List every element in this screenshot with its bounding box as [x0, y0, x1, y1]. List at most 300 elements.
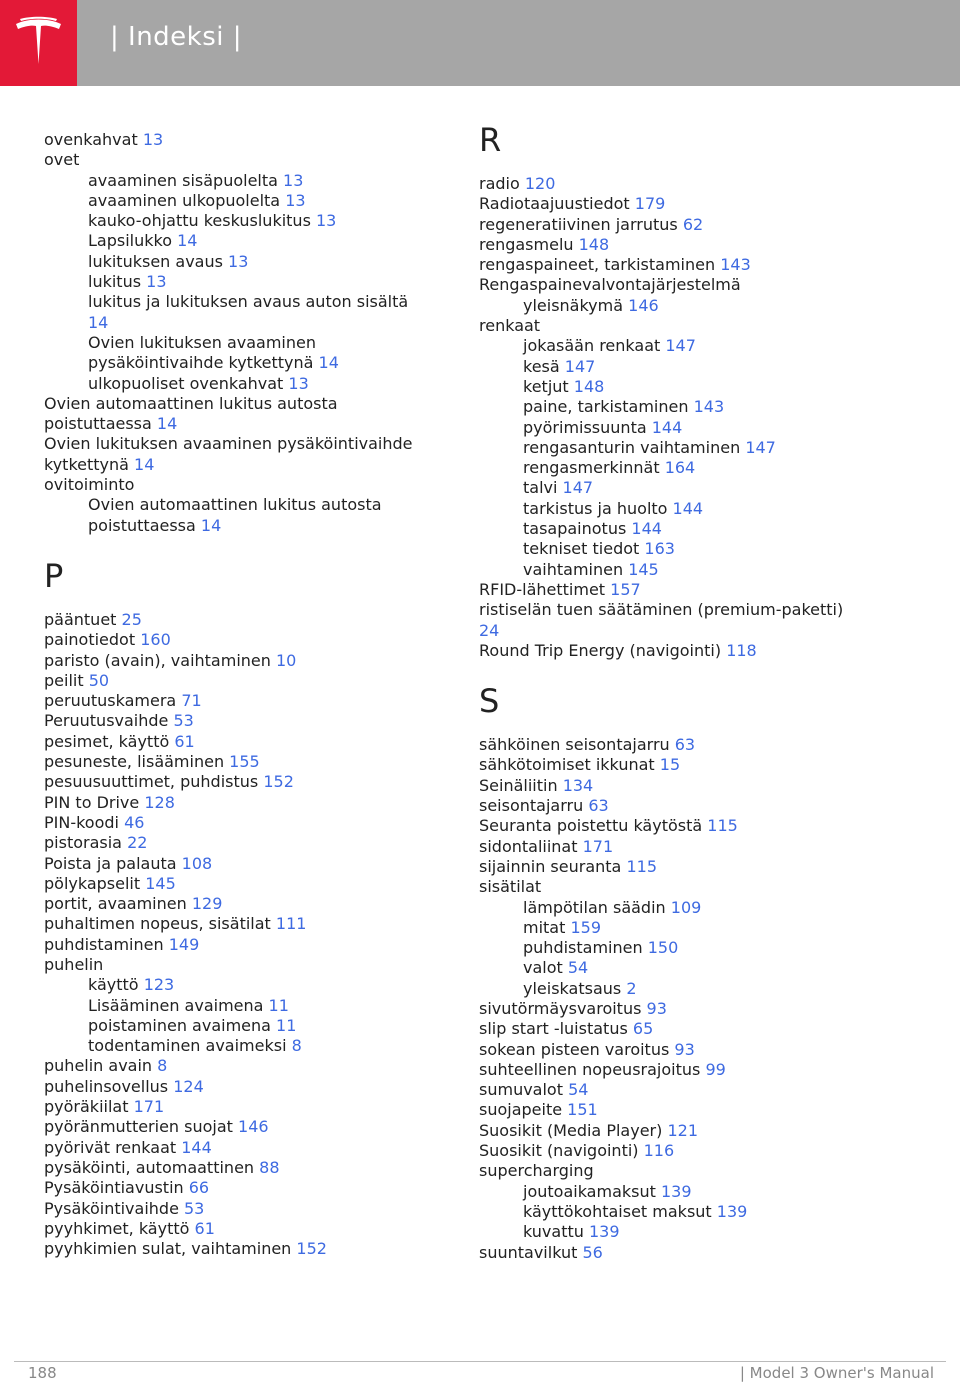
index-subentry	[479, 478, 909, 498]
entry-term: Radiotaajuustiedot	[479, 194, 630, 214]
index-entry	[44, 793, 474, 813]
index-subentry	[479, 438, 909, 458]
index-subentry	[44, 313, 474, 333]
entry-term: avaaminen ulkopuolelta	[88, 190, 281, 210]
index-entry	[44, 813, 474, 833]
page-link[interactable]: 62	[682, 214, 704, 234]
index-entry	[479, 641, 909, 661]
section-letter: P	[44, 556, 64, 595]
page-link[interactable]: 147	[562, 478, 594, 498]
entry-term: sidontaliinat	[479, 836, 578, 856]
entry-term: slip start -luistatus	[479, 1019, 628, 1039]
page-link[interactable]: 145	[145, 873, 176, 893]
page-link[interactable]: 109	[670, 897, 702, 917]
index-entry	[44, 475, 474, 495]
entry-term: Suosikit (navigointi)	[479, 1141, 639, 1161]
entry-term: ketjut	[523, 376, 569, 396]
entry-term: painotiedot	[44, 630, 136, 650]
index-entry	[44, 130, 474, 150]
entry-term: rengasanturin vaihtaminen	[523, 437, 741, 457]
index-subentry	[479, 918, 909, 938]
entry-term: ovitoiminto	[44, 475, 135, 495]
index-entry	[479, 816, 909, 836]
entry-term: pyöräkiilat	[44, 1097, 129, 1117]
index-entry	[44, 455, 474, 475]
index-entry	[479, 755, 909, 775]
page-link[interactable]: 61	[194, 1218, 215, 1238]
entry-term: ovet	[44, 150, 80, 170]
page-link[interactable]: 134	[562, 775, 594, 795]
entry-term: RFID-lähettimet	[479, 579, 606, 599]
page-link[interactable]: 108	[181, 853, 213, 873]
page-link[interactable]: 121	[667, 1120, 698, 1140]
entry-term: Suosikit (Media Player)	[479, 1120, 663, 1140]
page-link[interactable]: 65	[632, 1019, 654, 1039]
page-link[interactable]: 53	[173, 711, 194, 731]
entry-term: puhaltimen nopeus, sisätilat	[44, 914, 271, 934]
entry-term: vaihtaminen	[523, 559, 624, 579]
entry-term: sivutörmäysvaroitus	[479, 998, 642, 1018]
index-entry	[479, 174, 909, 194]
index-subentry	[479, 1222, 909, 1242]
page-link[interactable]: 8	[291, 1036, 302, 1056]
entry-term: Round Trip Energy (navigointi)	[479, 640, 722, 660]
entry-term: PIN-koodi	[44, 812, 119, 832]
entry-term: pyyhkimien sulat, vaihtaminen	[44, 1239, 292, 1259]
page-link[interactable]: 93	[674, 1039, 695, 1059]
index-entry	[44, 1199, 474, 1219]
entry-term: pyörimissuunta	[523, 417, 647, 437]
page-link[interactable]: 115	[626, 856, 657, 876]
page-link[interactable]: 139	[660, 1181, 692, 1201]
index-subentry	[479, 958, 909, 978]
page-link[interactable]: 116	[643, 1141, 675, 1161]
page-link[interactable]: 63	[674, 735, 696, 755]
entry-term: supercharging	[479, 1161, 594, 1181]
page-link[interactable]: 11	[276, 1015, 297, 1035]
page-link[interactable]: 53	[184, 1198, 205, 1218]
page-link[interactable]: 144	[651, 417, 683, 437]
index-subentry	[44, 292, 474, 312]
entry-term: pesuneste, lisääminen	[44, 752, 225, 772]
page-link[interactable]: 14	[177, 231, 198, 251]
index-subentry	[479, 499, 909, 519]
page-link[interactable]: 123	[143, 975, 175, 995]
index-column-right	[479, 120, 909, 1263]
page-link[interactable]: 56	[582, 1242, 603, 1262]
page-link[interactable]: 147	[745, 437, 776, 457]
page-link[interactable]: 10	[275, 650, 297, 670]
page-link[interactable]: 157	[610, 579, 641, 599]
entry-term: sisätilat	[479, 877, 542, 897]
index-entry	[479, 580, 909, 600]
page-link[interactable]: 149	[168, 934, 200, 954]
entry-term: regeneratiivinen jarrutus	[479, 214, 678, 234]
page-link[interactable]: 152	[263, 772, 294, 792]
index-entry	[44, 1077, 474, 1097]
page-link[interactable]: 150	[647, 938, 679, 958]
index-subentry	[479, 898, 909, 918]
page-link[interactable]: 120	[524, 174, 556, 193]
entry-term: kuvattu	[523, 1222, 584, 1242]
index-subentry	[44, 191, 474, 211]
page-link[interactable]: 54	[567, 958, 589, 978]
page-header	[0, 0, 960, 86]
index-subentry	[479, 979, 909, 999]
index-entry	[479, 255, 909, 275]
entry-term: pyyhkimet, käyttö	[44, 1218, 190, 1238]
page-link[interactable]: 143	[693, 397, 725, 417]
index-entry	[44, 833, 474, 853]
entry-term: puhelin	[44, 954, 104, 974]
entry-term: puhdistaminen	[523, 938, 643, 958]
index-entry	[479, 1243, 909, 1263]
entry-term: pölykapselit	[44, 873, 141, 893]
page-link[interactable]: 54	[568, 1080, 589, 1100]
index-entry	[44, 651, 474, 671]
index-entry	[479, 194, 909, 214]
index-subentry	[479, 377, 909, 397]
index-subentry	[479, 458, 909, 478]
entry-term: ristiselän tuen säätäminen (premium-paketti)	[479, 600, 844, 620]
index-entry	[479, 215, 909, 235]
entry-term: Seuranta poistettu käytöstä	[479, 816, 703, 836]
index-entry	[479, 1161, 909, 1181]
page-link[interactable]: 71	[181, 691, 202, 711]
index-subentry	[44, 211, 474, 231]
entry-term: avaaminen sisäpuolelta	[88, 170, 278, 190]
page-link[interactable]: 147	[564, 356, 596, 376]
page-link[interactable]: 13	[142, 130, 164, 149]
index-entry	[44, 691, 474, 711]
index-entry	[44, 630, 474, 650]
index-entry	[479, 621, 909, 641]
page-link[interactable]: 115	[707, 816, 738, 836]
index-subentry	[479, 1182, 909, 1202]
entry-term: suojapeite	[479, 1100, 563, 1120]
entry-term: todentaminen avaimeksi	[88, 1036, 287, 1056]
page-link[interactable]: 24	[479, 620, 500, 640]
index-entry	[479, 877, 909, 897]
entry-term: pääntuet	[44, 609, 117, 629]
page-link[interactable]: 124	[173, 1076, 204, 1096]
index-entry	[44, 894, 474, 914]
index-entry	[44, 1178, 474, 1198]
page-link[interactable]: 159	[570, 917, 602, 937]
entry-term: tasapainotus	[523, 519, 627, 539]
index-entry	[479, 1040, 909, 1060]
page-link[interactable]: 118	[726, 640, 757, 660]
page-title: | Indeksi |	[110, 22, 243, 52]
index-subentry	[44, 975, 474, 995]
entry-term: portit, avaaminen	[44, 894, 187, 914]
index-entry	[44, 752, 474, 772]
page-link[interactable]: 14	[134, 454, 155, 474]
page-link[interactable]: 144	[181, 1137, 212, 1157]
page-link[interactable]: 148	[573, 376, 605, 396]
page-link[interactable]: 13	[316, 211, 337, 231]
section-letter: R	[479, 121, 502, 159]
index-entry	[479, 600, 909, 620]
index-entry	[479, 735, 909, 755]
entry-term: lukitus ja lukituksen avaus auton sisältä	[88, 292, 409, 312]
page-link[interactable]: 143	[720, 255, 751, 275]
entry-term: renkaat	[479, 316, 541, 336]
index-subentry	[479, 296, 909, 316]
index-entry	[479, 275, 909, 295]
page-link[interactable]: 129	[191, 894, 223, 914]
entry-term: rengasmelu	[479, 234, 574, 254]
index-subentry	[479, 397, 909, 417]
page-link[interactable]: 22	[127, 833, 148, 853]
entry-term: yleiskatsaus	[523, 978, 622, 998]
entry-term: paine, tarkistaminen	[523, 397, 689, 417]
entry-term: pyörivät renkaat	[44, 1137, 177, 1157]
index-entry	[479, 235, 909, 255]
entry-term: radio	[479, 174, 520, 193]
index-entry	[479, 1121, 909, 1141]
page-link[interactable]: 179	[634, 194, 666, 214]
entry-term: kesä	[523, 356, 560, 376]
index-subentry	[44, 333, 474, 353]
page-link[interactable]: 13	[146, 272, 167, 292]
page-link[interactable]: 171	[133, 1097, 165, 1117]
entry-term: ovenkahvat	[44, 130, 138, 149]
entry-term: Seinäliitin	[479, 775, 558, 795]
entry-term: Pysäköintivaihde	[44, 1198, 179, 1218]
page-link[interactable]: 14	[156, 414, 178, 434]
entry-term: peilit	[44, 670, 84, 690]
index-entry	[44, 394, 474, 414]
entry-term: kauko-ohjattu keskuslukitus	[88, 211, 311, 231]
index-entry	[44, 1097, 474, 1117]
page-link[interactable]: 147	[665, 336, 696, 356]
entry-term: pesuusuuttimet, puhdistus	[44, 772, 259, 792]
entry-term: pysäköintivaihde kytkettynä	[88, 353, 314, 373]
index-entry	[44, 854, 474, 874]
index-subentry	[44, 231, 474, 251]
index-entry	[44, 1158, 474, 1178]
entry-term: pistorasia	[44, 833, 122, 853]
entry-term: poistaminen avaimena	[88, 1015, 271, 1035]
page-number: 188	[28, 1364, 57, 1382]
entry-term: suuntavilkut	[479, 1242, 578, 1262]
entry-term: Pysäköintiavustin	[44, 1178, 184, 1198]
index-subentry	[44, 374, 474, 394]
index-entry	[44, 914, 474, 934]
entry-term: Ovien lukituksen avaaminen pysäköintivaihde	[44, 434, 413, 454]
entry-term: peruutuskamera	[44, 691, 177, 711]
entry-term: puhelin avain	[44, 1056, 153, 1076]
footer-divider	[14, 1361, 946, 1362]
index-entry	[479, 1019, 909, 1039]
index-subentry	[44, 1036, 474, 1056]
page-link[interactable]: 163	[644, 539, 675, 559]
page-link[interactable]: 13	[288, 373, 309, 393]
entry-term: pyöränmutterien suojat	[44, 1117, 233, 1137]
index-entry	[479, 837, 909, 857]
index-entry	[44, 955, 474, 975]
index-entry	[44, 711, 474, 731]
page-link[interactable]: 13	[283, 170, 304, 190]
entry-term: käyttökohtaiset maksut	[523, 1201, 712, 1221]
entry-term: sähkötoimiset ikkunat	[479, 755, 655, 775]
index-entry	[479, 999, 909, 1019]
page-link[interactable]: 61	[174, 731, 195, 751]
index-entry	[44, 150, 474, 170]
index-subentry	[44, 495, 474, 515]
index-entry	[44, 671, 474, 691]
entry-term: yleisnäkymä	[523, 295, 624, 315]
page-link[interactable]: 155	[229, 752, 260, 772]
page-link[interactable]: 99	[705, 1059, 726, 1079]
page-link[interactable]: 152	[296, 1239, 327, 1259]
index-subentry	[479, 336, 909, 356]
page-link[interactable]: 146	[238, 1117, 269, 1137]
page-link[interactable]: 160	[140, 630, 171, 650]
entry-term: PIN to Drive	[44, 792, 140, 812]
index-entry	[44, 1239, 474, 1259]
page-link[interactable]: 13	[285, 190, 306, 210]
index-entry	[479, 776, 909, 796]
page-link[interactable]: 171	[582, 836, 614, 856]
page-link[interactable]: 88	[259, 1157, 280, 1177]
index-entry	[44, 772, 474, 792]
index-subentry	[44, 353, 474, 373]
page-link[interactable]: 151	[567, 1100, 598, 1120]
page-link[interactable]: 50	[88, 670, 110, 690]
entry-term: pesimet, käyttö	[44, 731, 170, 751]
entry-term: sumuvalot	[479, 1080, 563, 1100]
page-link[interactable]: 146	[628, 295, 659, 315]
page-link[interactable]: 14	[200, 515, 222, 535]
index-entry	[44, 1056, 474, 1076]
index-subentry	[479, 938, 909, 958]
entry-term: jokasään renkaat	[523, 336, 661, 356]
index-entry	[44, 1219, 474, 1239]
page-link[interactable]: 139	[716, 1201, 748, 1221]
entry-term: Poista ja palauta	[44, 853, 177, 873]
index-subentry	[479, 519, 909, 539]
entry-term: sokean pisteen varoitus	[479, 1039, 670, 1059]
entry-term: poistuttaessa	[88, 515, 196, 535]
page-link[interactable]: 11	[268, 995, 289, 1015]
entry-term: pysäköinti, automaattinen	[44, 1157, 255, 1177]
tesla-logo-icon	[0, 0, 77, 86]
page-link[interactable]: 128	[144, 792, 175, 812]
page-link[interactable]: 139	[588, 1222, 620, 1242]
entry-term: seisontajarru	[479, 796, 584, 816]
page-link[interactable]: 145	[628, 559, 659, 579]
page-link[interactable]: 13	[228, 251, 249, 271]
index-subentry	[44, 996, 474, 1016]
page-link[interactable]: 8	[157, 1056, 168, 1076]
entry-term: Lapsilukko	[88, 231, 172, 251]
entry-term: Ovien lukituksen avaaminen	[88, 332, 316, 352]
index-subentry	[44, 516, 474, 536]
entry-term: rengaspaineet, tarkistaminen	[479, 255, 716, 275]
entry-term: paristo (avain), vaihtaminen	[44, 650, 271, 670]
entry-term: talvi	[523, 478, 558, 498]
index-entry	[479, 1100, 909, 1120]
index-entry	[44, 434, 474, 454]
index-column-left	[44, 130, 474, 1259]
index-subentry	[479, 418, 909, 438]
page-link[interactable]: 144	[672, 498, 704, 518]
entry-term: kytkettynä	[44, 454, 129, 474]
page-link[interactable]: 15	[659, 755, 681, 775]
page-link[interactable]: 66	[188, 1178, 210, 1198]
entry-term: Peruutusvaihde	[44, 711, 169, 731]
index-entry	[479, 1141, 909, 1161]
index-subentry	[44, 171, 474, 191]
index-entry	[479, 857, 909, 877]
entry-term: tarkistus ja huolto	[523, 498, 668, 518]
page-link[interactable]: 111	[275, 914, 307, 934]
index-entry	[44, 610, 474, 630]
entry-term: Ovien automaattinen lukitus autosta	[88, 495, 382, 515]
entry-term: rengasmerkinnät	[523, 458, 660, 478]
index-entry	[479, 1080, 909, 1100]
entry-term: mitat	[523, 917, 566, 937]
entry-term: suhteellinen nopeusrajoitus	[479, 1059, 701, 1079]
manual-title: | Model 3 Owner's Manual	[739, 1364, 934, 1382]
page-link[interactable]: 93	[646, 998, 667, 1018]
index-subentry	[479, 539, 909, 559]
entry-term: sähköinen seisontajarru	[479, 735, 670, 755]
entry-term: puhdistaminen	[44, 934, 164, 954]
entry-term: käyttö	[88, 975, 139, 995]
entry-term: sijainnin seuranta	[479, 856, 622, 876]
index-subentry	[479, 357, 909, 377]
index-entry	[44, 414, 474, 434]
entry-term: ulkopuoliset ovenkahvat	[88, 373, 284, 393]
index-entry	[479, 1060, 909, 1080]
page-link[interactable]: 63	[588, 796, 609, 816]
page-link[interactable]: 14	[318, 353, 339, 373]
section-letter: S	[479, 682, 500, 721]
page-link[interactable]: 148	[578, 234, 610, 254]
index-entry	[44, 1117, 474, 1137]
index-subentry	[44, 272, 474, 292]
entry-term: joutoaikamaksut	[523, 1181, 656, 1201]
entry-term: valot	[523, 958, 563, 978]
entry-term: Lisääminen avaimena	[88, 995, 264, 1015]
entry-term: Rengaspainevalvontajärjestelmä	[479, 275, 741, 295]
index-entry	[44, 874, 474, 894]
index-subentry	[44, 1016, 474, 1036]
index-entry	[479, 316, 909, 336]
page-link[interactable]: 25	[121, 609, 142, 629]
index-entry	[44, 935, 474, 955]
page-link[interactable]: 2	[626, 978, 637, 998]
index-subentry	[44, 252, 474, 272]
index-subentry	[479, 560, 909, 580]
page-link[interactable]: 164	[664, 458, 696, 478]
index-entry	[44, 732, 474, 752]
entry-term: tekniset tiedot	[523, 539, 640, 559]
entry-term: lukitus	[88, 272, 142, 292]
index-subentry	[479, 1202, 909, 1222]
page-link[interactable]: 14	[88, 312, 109, 332]
page-link[interactable]: 144	[631, 519, 662, 539]
entry-term: lämpötilan säädin	[523, 897, 666, 917]
page-link[interactable]: 46	[124, 812, 145, 832]
entry-term: poistuttaessa	[44, 414, 152, 434]
entry-term: Ovien automaattinen lukitus autosta	[44, 393, 338, 413]
entry-term: puhelinsovellus	[44, 1076, 169, 1096]
index-entry	[44, 1138, 474, 1158]
